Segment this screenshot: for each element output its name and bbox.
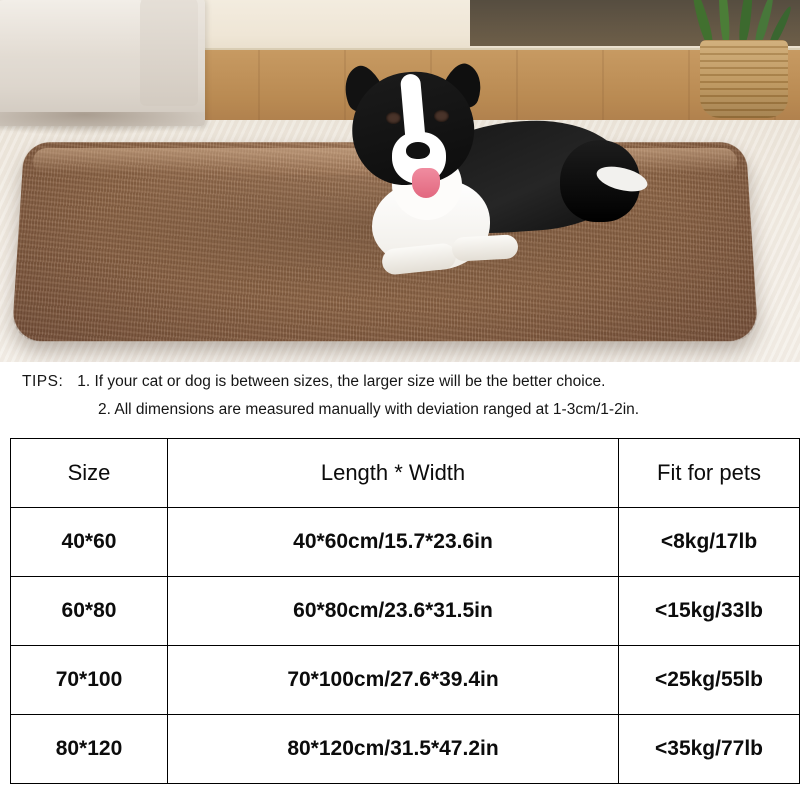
header-fit-for-pets: Fit for pets: [619, 439, 800, 508]
dog-nose: [406, 142, 430, 159]
dog-eye-right: [434, 110, 449, 122]
dog-front-paw-right: [451, 234, 518, 261]
cell-size: 60*80: [11, 577, 168, 646]
size-chart-head: [11, 439, 800, 508]
cell-size: 70*100: [11, 646, 168, 715]
sofa: [0, 0, 205, 126]
table-row: [11, 508, 800, 577]
cell-dimensions: 70*100cm/27.6*39.4in: [168, 646, 619, 715]
size-chart-table: [10, 438, 800, 784]
cell-dimensions: 40*60cm/15.7*23.6in: [168, 508, 619, 577]
cell-size: 80*120: [11, 715, 168, 784]
table-row: [11, 646, 800, 715]
tips-text-1: 1. If your cat or dog is between sizes, the larger size will be the better choice.: [77, 373, 606, 390]
table-row: [11, 715, 800, 784]
cell-fit: <8kg/17lb: [619, 508, 800, 577]
cell-fit: <35kg/77lb: [619, 715, 800, 784]
tips-section: [0, 362, 800, 426]
tips-line-2: [22, 396, 792, 424]
dog-tongue: [412, 168, 440, 198]
cell-size: 40*60: [11, 508, 168, 577]
dog-eye-left: [386, 112, 401, 124]
header-size: Size: [11, 439, 168, 508]
tips-text-2: 2. All dimensions are measured manually with deviation ranged at 1-3cm/1-2in.: [98, 401, 640, 418]
table-header-row: [11, 439, 800, 508]
header-length-width: Length * Width: [168, 439, 619, 508]
table-row: [11, 577, 800, 646]
tips-label: TIPS:: [22, 373, 64, 390]
sofa-cushion: [0, 0, 146, 58]
sofa-arm: [140, 0, 198, 106]
woven-basket-planter: [700, 40, 788, 118]
product-photo: [0, 0, 800, 362]
cell-dimensions: 80*120cm/31.5*47.2in: [168, 715, 619, 784]
size-chart-body: [11, 508, 800, 784]
sofa-shadow: [0, 112, 210, 136]
cell-fit: <15kg/33lb: [619, 577, 800, 646]
tips-line-1: [22, 368, 792, 396]
cell-fit: <25kg/55lb: [619, 646, 800, 715]
cell-dimensions: 60*80cm/23.6*31.5in: [168, 577, 619, 646]
